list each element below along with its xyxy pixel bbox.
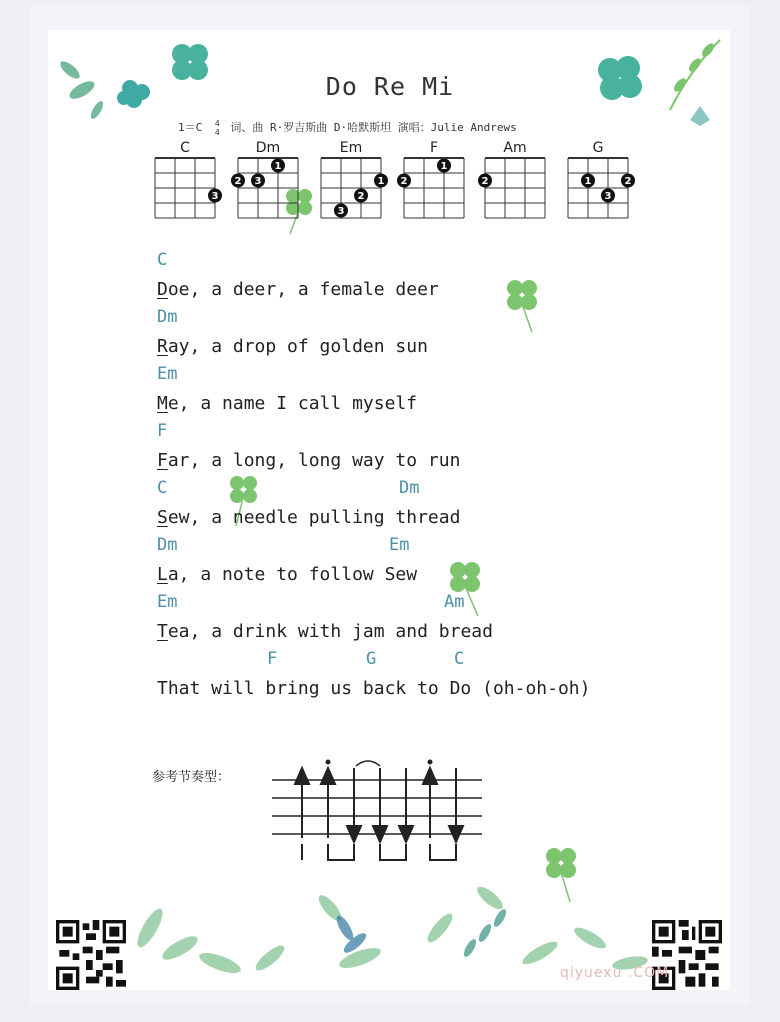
svg-text:2: 2 [400, 176, 408, 187]
chord-name: G [592, 140, 604, 156]
lyric-line [157, 649, 677, 706]
credits-text: 词、曲 R·罗吉斯曲 D·哈默斯坦 演唱：Julie Andrews [230, 121, 517, 134]
rhythm-label: 参考节奏型： [152, 770, 231, 785]
finger-dot [397, 174, 411, 188]
song-title: Do Re Mi [325, 72, 455, 101]
svg-text:3: 3 [254, 176, 262, 187]
chord-name: Dm [255, 140, 281, 156]
chord-label: F [157, 421, 168, 441]
lyric-text [157, 336, 428, 357]
chord-label: C [157, 478, 168, 498]
lyric-text [157, 279, 439, 300]
finger-dot [437, 159, 451, 173]
lyric-text [157, 678, 590, 699]
song-credits [178, 119, 517, 137]
lyric-initial: R [157, 336, 168, 357]
lyric-initial: F [157, 450, 168, 471]
chord-label: C [454, 649, 465, 669]
lyric-rest: ay, a drop of golden sun [167, 336, 428, 357]
svg-text:2: 2 [624, 176, 632, 187]
chord-diagrams [0, 140, 780, 230]
chord-label: Em [157, 364, 178, 384]
lyric-rest: ar, a long, long way to run [167, 450, 461, 471]
chord-name: C [180, 140, 190, 156]
chord-label: Am [444, 592, 465, 612]
chord-label: F [267, 649, 278, 669]
svg-text:1: 1 [584, 176, 592, 187]
lyric-text [157, 621, 493, 642]
chord-label: Dm [157, 307, 178, 327]
lyric-line [157, 592, 677, 649]
chord-diagram-c [154, 140, 224, 224]
lyric-text [157, 507, 460, 528]
finger-dot [231, 174, 245, 188]
svg-text:2: 2 [234, 176, 242, 187]
finger-dot [251, 174, 265, 188]
finger-dot [581, 174, 595, 188]
svg-text:2: 2 [357, 191, 365, 202]
lyric-rest: oe, a deer, a female deer [167, 279, 439, 300]
lyric-text [157, 393, 417, 414]
lyric-rest: ew, a needle pulling thread [167, 507, 461, 528]
chord-label: Dm [157, 535, 178, 555]
lyrics-block [157, 250, 677, 706]
strumming-pattern [270, 758, 490, 866]
lyric-line [157, 250, 677, 307]
finger-dot [621, 174, 635, 188]
chord-diagram-f [400, 140, 473, 224]
chord-label: G [366, 649, 377, 669]
chord-grid [154, 156, 222, 224]
chord-name: F [429, 140, 439, 156]
svg-text:3: 3 [604, 191, 612, 202]
finger-dot [374, 174, 388, 188]
time-signature: 4 4 [214, 119, 220, 137]
key-signature: 1＝C [178, 121, 203, 134]
svg-text:3: 3 [337, 206, 345, 217]
lyric-line [157, 535, 677, 592]
lyric-rest: a, a note to follow Sew [167, 564, 418, 585]
chord-label: Dm [399, 478, 420, 498]
lyric-rest: e, a name I call myself [167, 393, 418, 414]
lyric-line [157, 478, 677, 535]
chord-diagram-am [481, 140, 554, 224]
chord-diagram-g [567, 140, 637, 224]
lyric-line [157, 421, 677, 478]
chord-grid [567, 156, 635, 224]
watermark: qiyuexu .COM [560, 965, 670, 981]
chord-grid [400, 156, 471, 224]
svg-text:3: 3 [211, 191, 219, 202]
chord-grid [481, 156, 552, 224]
lyric-initial: S [157, 507, 168, 528]
svg-text:2: 2 [481, 176, 489, 187]
lyric-rest: ea, a drink with jam and bread [167, 621, 493, 642]
lyric-initial: L [157, 564, 168, 585]
lyric-initial: M [157, 393, 168, 414]
qr-code-left [56, 920, 126, 990]
svg-text:1: 1 [440, 161, 448, 172]
svg-text:1: 1 [274, 161, 282, 172]
chord-grid [320, 156, 388, 224]
lyric-line [157, 364, 677, 421]
finger-dot [334, 204, 348, 218]
chord-label: Em [389, 535, 410, 555]
chord-name: Am [503, 140, 527, 156]
finger-dot [354, 189, 368, 203]
svg-text:1: 1 [377, 176, 385, 187]
finger-dot [478, 174, 492, 188]
chord-diagram-em [320, 140, 390, 224]
lyric-initial: D [157, 279, 168, 300]
chord-diagram-dm [234, 140, 307, 224]
finger-dot [271, 159, 285, 173]
finger-dot [208, 189, 222, 203]
lyric-initial: T [157, 621, 168, 642]
chord-name: Em [339, 140, 363, 156]
lyric-text [157, 450, 460, 471]
finger-dot [601, 189, 615, 203]
lyric-text [157, 564, 417, 585]
chord-label: C [157, 250, 168, 270]
lyric-line [157, 307, 677, 364]
chord-grid [234, 156, 305, 224]
lyric-rest: That will bring us back to Do (oh-oh-oh) [157, 678, 591, 699]
chord-label: Em [157, 592, 178, 612]
